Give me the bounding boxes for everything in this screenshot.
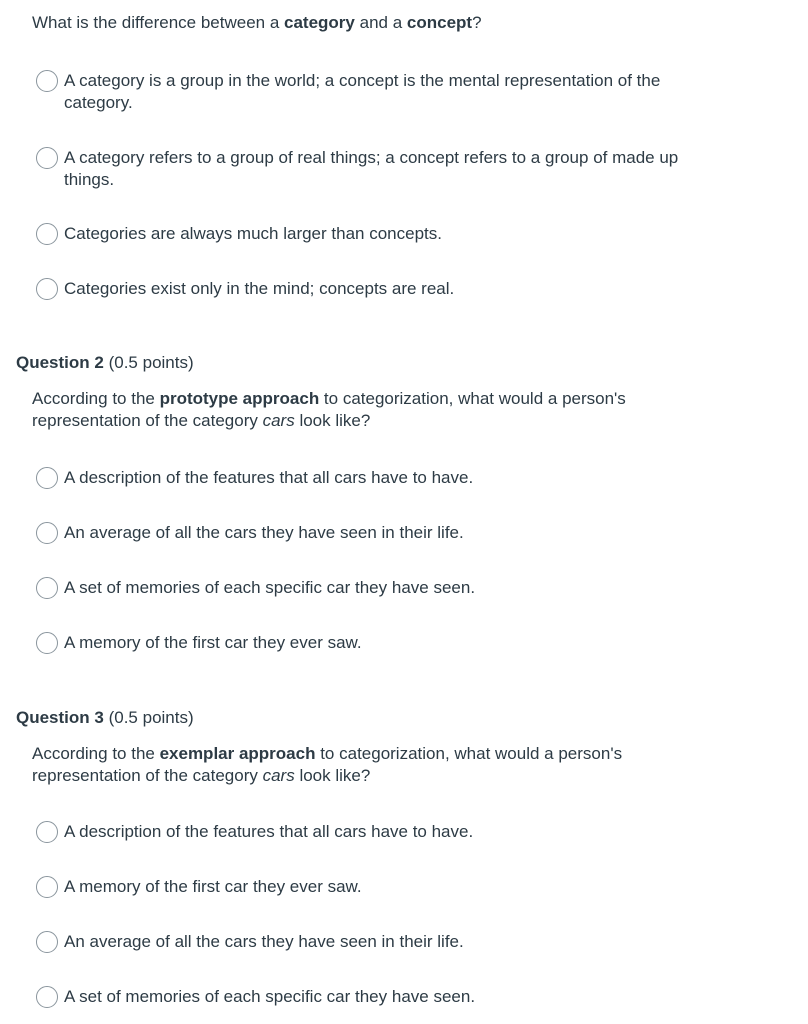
question-1-answer-3[interactable]	[36, 223, 736, 245]
question-points: (0.5 points)	[108, 353, 194, 372]
answer-label: An average of all the cars they have seen in their life.	[64, 932, 464, 951]
radio-button[interactable]	[36, 986, 58, 1008]
question-3-header	[16, 707, 194, 729]
prompt-text: to categorization, what would a person's representation of the category	[32, 389, 626, 430]
question-2-answer-3[interactable]	[36, 577, 736, 599]
prompt-text: According to the	[32, 389, 160, 408]
question-points: (0.5 points)	[108, 708, 194, 727]
radio-button[interactable]	[36, 632, 58, 654]
question-2-answer-2[interactable]	[36, 522, 736, 544]
question-1-answer-2[interactable]	[36, 147, 736, 191]
radio-button[interactable]	[36, 467, 58, 489]
question-3-answer-2[interactable]	[36, 876, 736, 898]
prompt-text: look like?	[294, 411, 371, 430]
radio-button[interactable]	[36, 522, 58, 544]
prompt-text: ?	[472, 13, 482, 32]
radio-button[interactable]	[36, 70, 58, 92]
prompt-text: According to the	[32, 744, 160, 763]
answer-label: A memory of the first car they ever saw.	[64, 633, 362, 652]
prompt-bold-term: category	[284, 13, 355, 32]
radio-button[interactable]	[36, 876, 58, 898]
radio-button[interactable]	[36, 821, 58, 843]
question-3-prompt	[32, 743, 712, 787]
question-2-prompt	[32, 388, 712, 432]
question-2-answer-1[interactable]	[36, 467, 736, 489]
question-2-answer-4[interactable]	[36, 632, 736, 654]
prompt-text: to categorization, what would a person's representation of the category	[32, 744, 623, 785]
prompt-bold-term: exemplar approach	[159, 744, 316, 763]
prompt-italic-term: cars	[262, 411, 295, 430]
prompt-bold-term: prototype approach	[159, 389, 320, 408]
question-1-answer-4[interactable]	[36, 278, 736, 300]
prompt-italic-term: cars	[262, 766, 295, 785]
answer-label: A set of memories of each specific car they have seen.	[64, 578, 476, 597]
question-title: Question 2	[16, 353, 104, 372]
answer-label: A memory of the first car they ever saw.	[64, 877, 362, 896]
question-3-answer-4[interactable]	[36, 986, 736, 1008]
question-1-answer-1[interactable]	[36, 70, 736, 114]
prompt-bold-term: concept	[406, 13, 473, 32]
question-title: Question 3	[16, 708, 104, 727]
answer-label: A category is a group in the world; a concept is the mental representation of the category.	[64, 71, 661, 112]
answer-label: Categories are always much larger than concepts.	[64, 224, 442, 243]
question-1-prompt	[32, 12, 712, 34]
answer-label: A description of the features that all cars have to have.	[64, 822, 474, 841]
radio-button[interactable]	[36, 931, 58, 953]
answer-label: An average of all the cars they have seen in their life.	[64, 523, 464, 542]
radio-button[interactable]	[36, 577, 58, 599]
question-3-answer-3[interactable]	[36, 931, 736, 953]
prompt-text: and a	[354, 13, 407, 32]
question-2-header	[16, 352, 194, 374]
answer-label: Categories exist only in the mind; concepts are real.	[64, 279, 455, 298]
radio-button[interactable]	[36, 278, 58, 300]
prompt-text: look like?	[294, 766, 371, 785]
answer-label: A set of memories of each specific car they have seen.	[64, 987, 476, 1006]
answer-label: A description of the features that all cars have to have.	[64, 468, 474, 487]
question-3-answer-1[interactable]	[36, 821, 736, 843]
answer-label: A category refers to a group of real things; a concept refers to a group of made up things.	[64, 148, 679, 189]
prompt-text: What is the difference between a	[32, 13, 285, 32]
radio-button[interactable]	[36, 147, 58, 169]
radio-button[interactable]	[36, 223, 58, 245]
